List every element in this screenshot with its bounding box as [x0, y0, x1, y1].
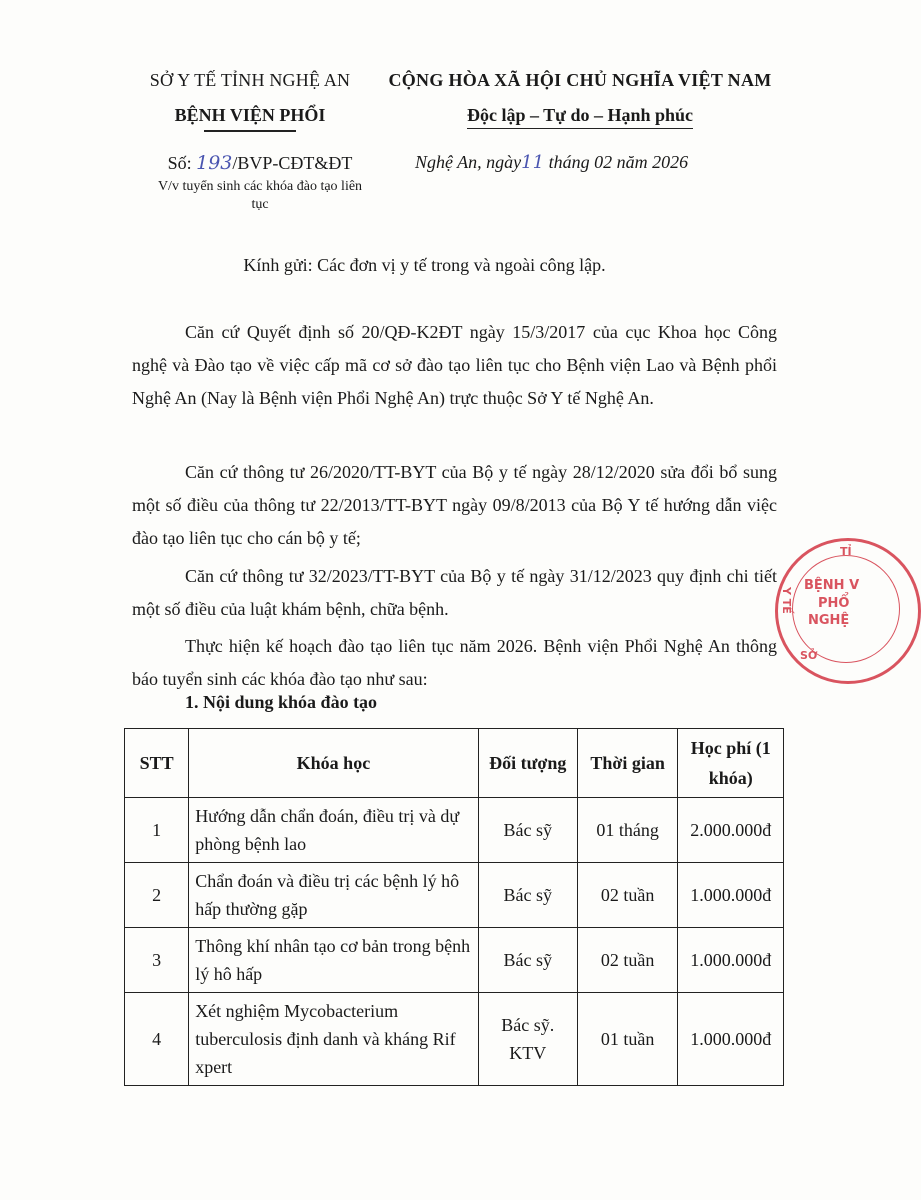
table-row [125, 798, 784, 863]
header-fee-label: Học phí (1 khóa) [690, 738, 771, 788]
date-prefix: Nghệ An, ngày [415, 152, 522, 172]
row-stt: 2 [125, 863, 189, 928]
table-row [125, 863, 784, 928]
course-table [124, 728, 784, 1086]
parent-organization: SỞ Y TẾ TỈNH NGHỆ AN [149, 70, 351, 90]
row-fee: 1.000.000đ [678, 993, 784, 1086]
row-duration: 02 tuần [577, 928, 678, 993]
national-title-block [370, 70, 790, 129]
seal-line-3: NGHỆ [808, 613, 850, 628]
row-fee: 2.000.000đ [678, 798, 784, 863]
document-subject: V/v tuyển sinh các khóa đào tạo liên tục [157, 179, 363, 212]
table-header-row [125, 729, 784, 798]
row-duration: 02 tuần [577, 863, 678, 928]
row-stt: 1 [125, 798, 189, 863]
row-course: Hướng dẫn chẩn đoán, điều trị và dự phòng bệnh lao [189, 798, 478, 863]
header-target: Đối tượng [478, 729, 577, 798]
paragraph-legal-basis-3: Căn cứ thông tư 32/2023/TT-BYT của Bộ y tế ngày 31/12/2023 quy định chi tiết một số điều của luật khám bệnh, chữa bệnh. [132, 566, 777, 619]
number-prefix: Số: [167, 153, 192, 173]
org-underline [204, 130, 296, 132]
date-line [415, 152, 755, 173]
row-fee: 1.000.000đ [678, 863, 784, 928]
row-target: Bác sỹ [478, 798, 577, 863]
seal-rim-left: Y TẾ [780, 587, 793, 614]
republic-title: CỘNG HÒA XÃ HỘI CHỦ NGHĨA VIỆT NAM [388, 70, 772, 90]
row-target: Bác sỹ. KTV [478, 993, 577, 1086]
row-course: Xét nghiệm Mycobacterium tuberculosis định danh và kháng Rif xpert [189, 993, 478, 1086]
row-duration: 01 tháng [577, 798, 678, 863]
seal-line-2: PHỔ [818, 596, 850, 611]
row-duration: 01 tuần [577, 993, 678, 1086]
row-course: Chẩn đoán và điều trị các bệnh lý hô hấp thường gặp [189, 863, 478, 928]
row-fee: 1.000.000đ [678, 928, 784, 993]
paragraph-legal-basis-1: Căn cứ Quyết định số 20/QĐ-K2ĐT ngày 15/3/2017 của cục Khoa học Công nghệ và Đào tạo về việc cấp mã cơ sở đào tạo liên tục cho Bệnh viện Lao và Bệnh phổi Nghệ An (Nay là Bệnh viện Phổi Nghệ An) trực thuộc Sở Y tế Nghệ An. [132, 322, 777, 408]
row-stt: 4 [125, 993, 189, 1086]
document-number [150, 152, 370, 174]
section-title: 1. Nội dung khóa đào tạo [185, 692, 378, 712]
official-seal [775, 538, 921, 684]
row-stt: 3 [125, 928, 189, 993]
paragraph-legal-basis-2: Căn cứ thông tư 26/2020/TT-BYT của Bộ y tế ngày 28/12/2020 sửa đổi bổ sung một số điều của thông tư 22/2013/TT-BYT ngày 09/8/2013 của Bộ Y tế hướng dẫn việc đào tạo liên tục cho cán bộ y tế; [132, 462, 777, 548]
header-stt: STT [125, 729, 189, 798]
seal-rim-bottom: SỞ [800, 649, 818, 662]
row-target: Bác sỹ [478, 863, 577, 928]
handwritten-number: 193 [196, 152, 233, 174]
seal-clip [775, 538, 860, 682]
table-row [125, 993, 784, 1086]
seal-rim-top: TỈ [840, 545, 852, 558]
table-row [125, 928, 784, 993]
date-suffix: tháng 02 năm 2026 [548, 152, 689, 172]
header-course: Khóa học [189, 729, 478, 798]
national-motto: Độc lập – Tự do – Hạnh phúc [467, 105, 693, 129]
row-target: Bác sỹ [478, 928, 577, 993]
row-course: Thông khí nhân tạo cơ bản trong bệnh lý hô hấp [189, 928, 478, 993]
number-suffix: /BVP-CĐT&ĐT [232, 153, 353, 173]
header-fee [678, 729, 784, 798]
handwritten-day: 11 [521, 152, 545, 173]
recipient-line: Kính gửi: Các đơn vị y tế trong và ngoài công lập. [243, 255, 606, 275]
organization-name: BỆNH VIỆN PHỔI [174, 105, 326, 125]
paragraph-announcement: Thực hiện kế hoạch đào tạo liên tục năm 2026. Bệnh viện Phổi Nghệ An thông báo tuyển sinh các khóa đào tạo như sau: [132, 636, 777, 689]
header-duration: Thời gian [577, 729, 678, 798]
seal-line-1: BỆNH V [804, 578, 860, 593]
issuer-block [120, 70, 380, 132]
